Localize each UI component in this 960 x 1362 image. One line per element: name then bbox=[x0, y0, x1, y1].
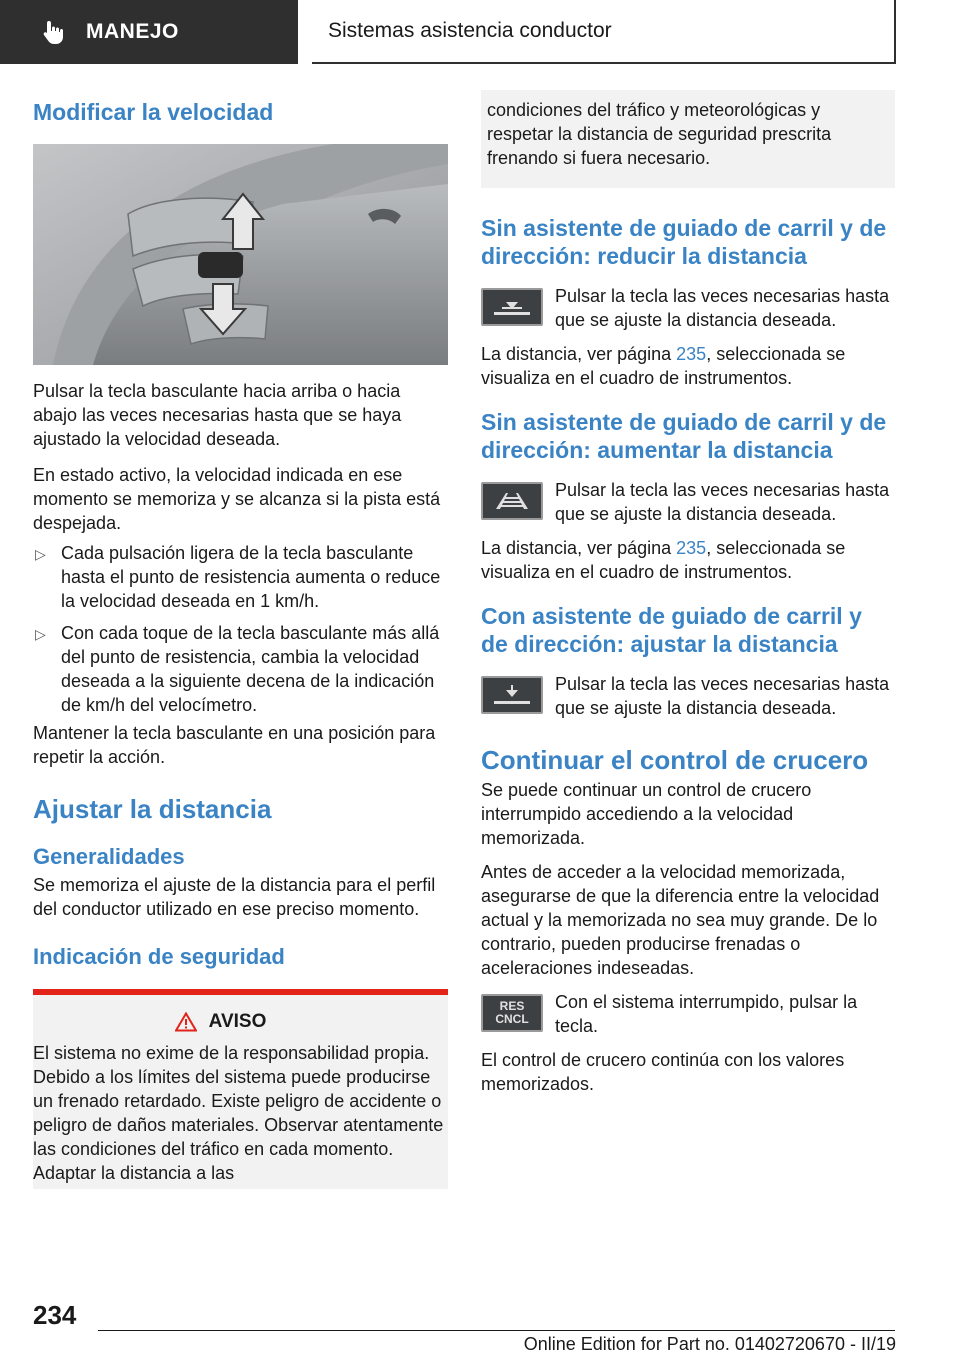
paragraph-estado-activo: En estado activo, la velocidad indicada en ese momento se memoriza y se alcanza si la pista está despejada. bbox=[33, 465, 441, 533]
hand-icon bbox=[40, 18, 68, 46]
steering-wheel-illustration bbox=[33, 144, 448, 365]
chapter-title: Sistemas asistencia conductor bbox=[328, 19, 612, 42]
distance-decrease-button-icon bbox=[481, 288, 543, 326]
page-number: 234 bbox=[33, 1300, 77, 1330]
paragraph-continuar-3: El control de crucero continúa con los valores memorizados. bbox=[481, 1050, 845, 1094]
paragraph-mantener: Mantener la tecla basculante en una posición para repetir la acción. bbox=[33, 723, 436, 767]
heading-ajustar-con-asistente: Con asistente de guiado de carril y de dirección: ajustar la distancia bbox=[481, 603, 862, 657]
res-instruction bbox=[481, 990, 895, 1038]
edition-note: Online Edition for Part no. 01402720670 - II/19 bbox=[523, 1334, 896, 1354]
right-column bbox=[481, 98, 895, 1096]
distance-adjust-icon bbox=[490, 682, 534, 708]
paragraph-memoriza-ajuste: Se memoriza el ajuste de la distancia para el perfil del conductor utilizado en ese preciso momento. bbox=[33, 875, 436, 919]
list-item: ▷ Con cada toque de la tecla basculante más allá del punto de resistencia, cambia la velocidad deseada a la siguiente decena de la indicación de km/h del velocímetro. bbox=[35, 623, 440, 715]
warning-header bbox=[0, 1011, 448, 1033]
reducir-instruction bbox=[481, 284, 895, 332]
aumentar-reference: La distancia, ver página 235, seleccionada se visualiza en el cuadro de instrumentos. bbox=[481, 538, 846, 582]
footer-divider bbox=[98, 1330, 895, 1331]
heading-modificar-velocidad: Modificar la velocidad bbox=[33, 99, 274, 125]
page-link-235[interactable]: 235 bbox=[676, 538, 707, 558]
distance-decrease-icon bbox=[490, 294, 534, 320]
warning-text-continued: condiciones del tráfico y meteorológicas y respetar la distancia de seguridad prescrita frenando si fuera necesario. bbox=[487, 100, 832, 168]
list-item: ▷ Cada pulsación ligera de la tecla basculante hasta el punto de resistencia aumenta o reduce la velocidad deseada en 1 km/h. bbox=[35, 543, 441, 611]
reducir-text: Pulsar la tecla las veces necesarias hasta que se ajuste la distancia deseada. bbox=[555, 286, 890, 330]
heading-ajustar-distancia: Ajustar la distancia bbox=[33, 794, 272, 824]
con-asistente-instruction bbox=[481, 672, 895, 720]
heading-continuar-crucero: Continuar el control de crucero bbox=[481, 745, 869, 775]
res-text: Con el sistema interrumpido, pulsar la tecla. bbox=[555, 992, 858, 1036]
triangle-bullet-icon: ▷ bbox=[35, 546, 46, 562]
warning-triangle-icon bbox=[175, 1012, 197, 1032]
distance-adjust-button-icon bbox=[481, 676, 543, 714]
aumentar-text: Pulsar la tecla las veces necesarias hasta que se ajuste la distancia deseada. bbox=[555, 480, 890, 524]
paragraph-continuar-2: Antes de acceder a la velocidad memorizada, asegurarse de que la diferencia entre la velocidad actual y la memorizada no sea muy grande. De lo contrario, pueden producirse frenadas o aceleraciones indeseadas. bbox=[481, 862, 880, 978]
triangle-bullet-icon: ▷ bbox=[35, 626, 46, 642]
distance-increase-button-icon bbox=[481, 482, 543, 520]
heading-generalidades: Generalidades bbox=[33, 844, 185, 869]
warning-box-continued bbox=[481, 90, 895, 188]
paragraph-continuar-1: Se puede continuar un control de crucero interrumpido accediendo a la velocidad memorizada. bbox=[481, 780, 812, 848]
distance-increase-icon bbox=[490, 488, 534, 514]
aumentar-instruction bbox=[481, 478, 895, 526]
heading-aumentar-distancia: Sin asistente de guiado de carril y de dirección: aumentar la distancia bbox=[481, 409, 887, 463]
bullet-list-velocidad bbox=[33, 541, 448, 717]
page-link-235[interactable]: 235 bbox=[676, 344, 707, 364]
con-asistente-text: Pulsar la tecla las veces necesarias hasta que se ajuste la distancia deseada. bbox=[555, 674, 890, 718]
steering-wheel-rocker-photo bbox=[33, 144, 448, 365]
heading-indicacion-seguridad: Indicación de seguridad bbox=[33, 944, 285, 969]
res-cncl-button-icon: RES CNCL bbox=[481, 994, 543, 1032]
paragraph-pulsar-basculante: Pulsar la tecla basculante hacia arriba o hacia abajo las veces necesarias hasta que se haya ajustado la velocidad deseada. bbox=[33, 381, 402, 449]
section-label: MANEJO bbox=[86, 20, 179, 43]
left-column bbox=[33, 98, 448, 1189]
warning-text: El sistema no exime de la responsabilidad propia. Debido a los límites del sistema puede producirse un frenado retardado. Existe peligro de accidente o peligro de daños materiales. Observar atentamente las condiciones del tráfico en cada momento. Adaptar la distancia a las bbox=[33, 1043, 444, 1183]
heading-reducir-distancia: Sin asistente de guiado de carril y de dirección: reducir la distancia bbox=[481, 215, 887, 269]
chapter-header bbox=[312, 0, 896, 64]
section-tab bbox=[0, 0, 298, 64]
warning-label: AVISO bbox=[208, 1011, 267, 1032]
warning-box bbox=[33, 989, 448, 1189]
reducir-reference: La distancia, ver página 235, seleccionada se visualiza en el cuadro de instrumentos. bbox=[481, 344, 846, 388]
